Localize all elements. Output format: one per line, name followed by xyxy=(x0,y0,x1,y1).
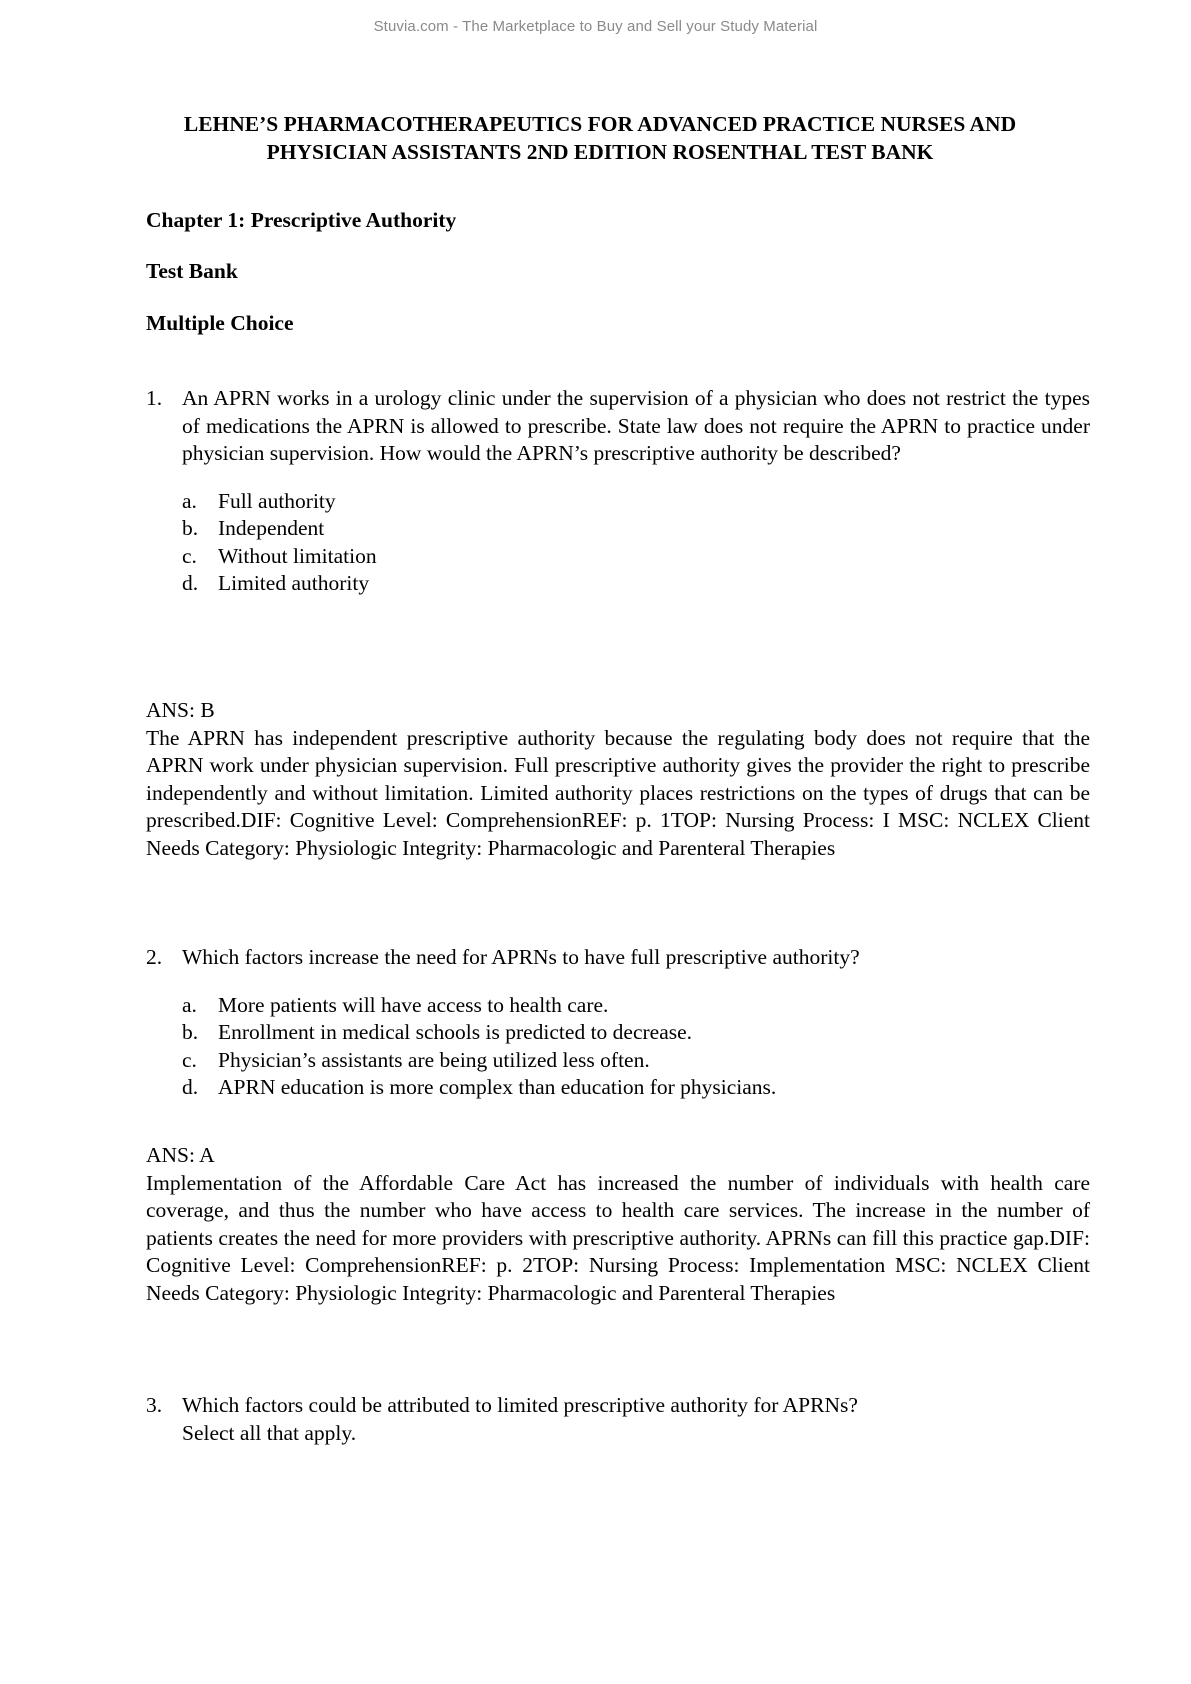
answer-block-2 xyxy=(146,1142,1090,1307)
option-letter: b. xyxy=(182,516,199,540)
option-a xyxy=(146,992,1090,1020)
option-letter: c. xyxy=(182,1047,197,1072)
option-letter: d. xyxy=(182,571,199,595)
watermark: Stuvia.com - The Marketplace to Buy and Sell your Study Material xyxy=(373,18,818,35)
document-title xyxy=(100,110,1100,166)
title-line-1: LEHNE’S PHARMACOTHERAPEUTICS FOR ADVANCED PRACTICE NURSES AND xyxy=(183,112,1017,136)
option-letter: a. xyxy=(182,488,197,513)
rationale-text: The APRN has independent prescriptive authority because the regulating body does not require that the APRN work under physician supervision. Full prescriptive authority gives the provider the right to prescribe independently and without limitation. Limited authority places restrictions on the types of drugs that can be prescribed.DIF: Cognitive Level: ComprehensionREF: p. 1TOP: Nursing Process: I MSC: NCLEX Client Needs Category: Physiologic Integrity: Pharmacologic and Parenteral Therapies xyxy=(146,725,1090,860)
options-list xyxy=(146,992,1090,1102)
option-letter: c. xyxy=(182,543,197,568)
option-text: Independent xyxy=(218,516,325,540)
question-number: 1. xyxy=(146,386,163,410)
subsection-heading: Multiple Choice xyxy=(146,311,294,335)
option-text: Enrollment in medical schools is predicted to decrease. xyxy=(218,1020,693,1044)
option-d xyxy=(146,1074,1090,1102)
question-instruction: Select all that apply. xyxy=(182,1420,357,1445)
option-b xyxy=(146,1019,1090,1047)
question-number: 3. xyxy=(146,1393,163,1417)
question-number: 2. xyxy=(146,945,163,969)
answer-key: ANS: A xyxy=(146,1143,215,1167)
option-letter: d. xyxy=(182,1075,199,1099)
option-text: More patients will have access to health care. xyxy=(218,992,609,1017)
option-b xyxy=(146,515,1090,543)
options-list xyxy=(146,488,1090,598)
question-text: Which factors could be attributed to limited prescriptive authority for APRNs? xyxy=(182,1393,858,1417)
answer-key: ANS: B xyxy=(146,698,215,722)
option-c xyxy=(146,543,1090,571)
option-d xyxy=(146,570,1090,598)
question-1 xyxy=(146,385,1090,598)
option-text: Without limitation xyxy=(218,543,377,568)
option-text: Physician’s assistants are being utilized less often. xyxy=(218,1047,650,1072)
question-stem xyxy=(146,1392,1090,1447)
question-stem xyxy=(146,944,1090,972)
rationale-text: Implementation of the Affordable Care Act has increased the number of individuals with health care coverage, and thus the number who have access to health care services. The increase in the number of patients creates the need for more providers with prescriptive authority. APRNs can fill this practice gap.DIF: Cognitive Level: ComprehensionREF: p. 2TOP: Nursing Process: Implementation MSC: NCLEX Client Needs Category: Physiologic Integrity: Pharmacologic and Parenteral Therapies xyxy=(146,1170,1090,1305)
answer-block-1 xyxy=(146,697,1090,862)
option-letter: a. xyxy=(182,992,197,1017)
option-letter: b. xyxy=(182,1020,199,1044)
option-c xyxy=(146,1047,1090,1075)
section-heading: Test Bank xyxy=(146,259,238,283)
question-3 xyxy=(146,1392,1090,1447)
question-2 xyxy=(146,944,1090,1102)
option-text: Full authority xyxy=(218,488,336,513)
title-line-2: PHYSICIAN ASSISTANTS 2ND EDITION ROSENTHAL TEST BANK xyxy=(266,140,934,164)
chapter-heading: Chapter 1: Prescriptive Authority xyxy=(146,208,457,232)
option-text: APRN education is more complex than education for physicians. xyxy=(218,1075,777,1099)
option-a xyxy=(146,488,1090,516)
question-text: An APRN works in a urology clinic under the supervision of a physician who does not restrict the types of medications the APRN is allowed to prescribe. State law does not require the APRN to practice under physician supervision. How would the APRN’s prescriptive authority be described? xyxy=(182,386,1090,465)
question-text: Which factors increase the need for APRNs to have full prescriptive authority? xyxy=(182,945,860,969)
question-stem xyxy=(146,385,1090,468)
option-text: Limited authority xyxy=(218,571,370,595)
